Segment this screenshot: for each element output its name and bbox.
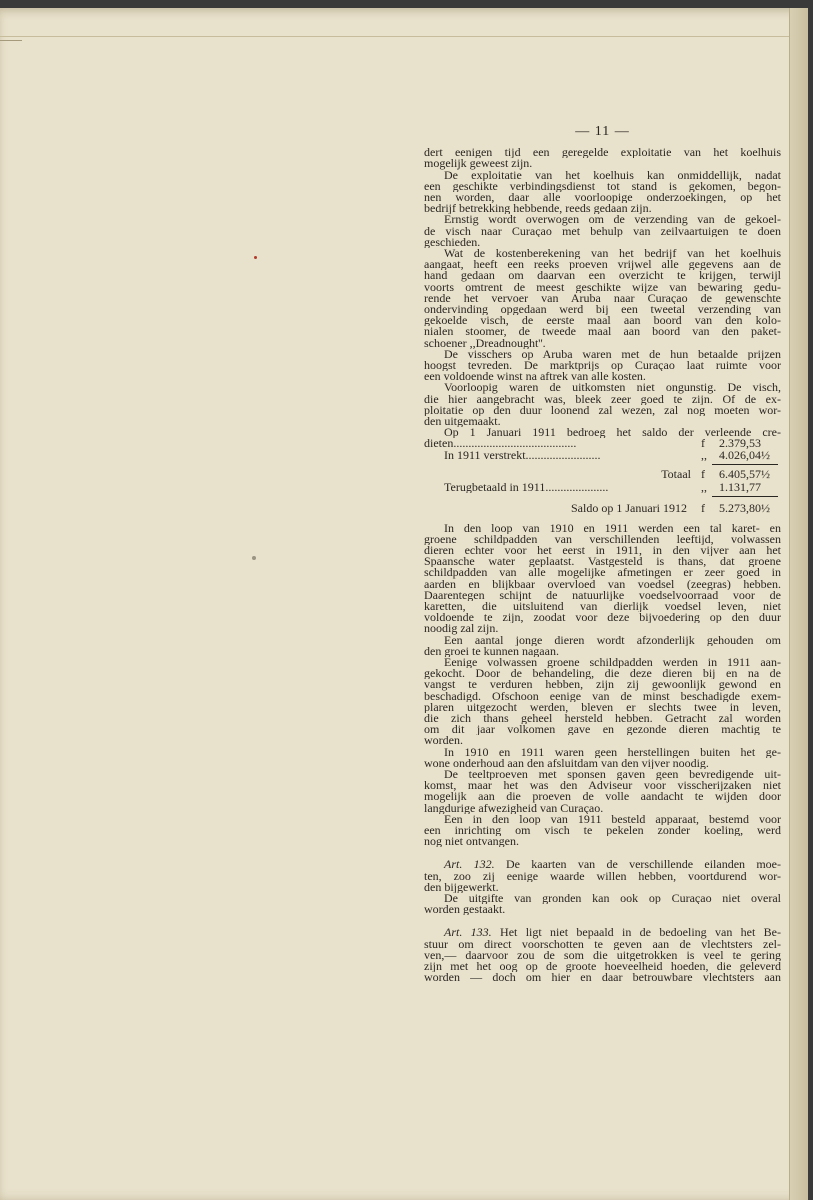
text-line: een voldoende winst na aftrek van alle kosten. [424, 371, 646, 383]
text-line: een geschikte verbindingsdienst tot stand is gekomen, begon- [424, 180, 781, 193]
text-line: plaren uitgezocht werden, bleven er slechts twee in leven, [424, 701, 781, 713]
paragraph-13 [424, 893, 781, 915]
text-line: aarden en blijkbaar overvloed van voedsel (zeegras) hebben. [424, 578, 781, 590]
text-line: ten, zoo zij eenige waarde willen hebben, voortdurend wor- [424, 870, 781, 882]
scanned-page [0, 8, 808, 1200]
text-line: groene schildpadden van verschillenden leeftijd, volwassen [424, 533, 781, 545]
article-text: Het ligt niet bepaald in de bedoeling van het Be- [491, 927, 781, 939]
ledger-currency: ,, [701, 447, 707, 462]
text-line: gekocht. Door de behandeling, die deze dieren bij en na de [424, 668, 781, 680]
text-line: den groei te kunnen nagaan. [424, 645, 559, 657]
paragraph-2 [424, 170, 781, 215]
grey-speck [252, 556, 256, 560]
text-line [424, 859, 781, 870]
text-line: noodig zal zijn. [424, 623, 499, 635]
page-right-edge [789, 8, 808, 1200]
text-line: voldoende te zijn, zoodat voor deze bijvoedering op den duur [424, 612, 781, 624]
paragraph-12 [424, 814, 781, 848]
text-line: ondervinding opgedaan werd bij een tweetal verzending van [424, 304, 781, 316]
paragraph-1 [424, 147, 781, 169]
text-line: Een in den loop van 1911 besteld apparaat, bestemd voor [444, 813, 781, 825]
corner-mark [0, 40, 22, 41]
ledger-label: In 1911 verstrekt......................... [444, 449, 601, 461]
text-line: De exploitatie van het koelhuis kan onmiddellijk, nadat [444, 169, 781, 181]
text-line: nog niet ontvangen. [424, 836, 519, 848]
text-column [424, 126, 781, 983]
article-label: Art. 132. [444, 859, 495, 871]
text-line: Wat de kostenberekening van het bedrijf van het koelhuis [444, 248, 781, 260]
ledger-amount: 6.405,57½ [719, 466, 770, 481]
paragraph-3 [424, 214, 781, 248]
text-line: beschadigd. Ofschoon eenige van de minst beschadigde exem- [424, 690, 781, 702]
text-line: aangaat, heeft een reeks proeven vrijwel alle gegevens aan de [424, 259, 781, 271]
text-line: worden — doch om hier en daar betrouwbare vlechtsters aan [424, 972, 781, 984]
ledger-label: dieten......................................... [424, 438, 577, 450]
text-line: hoogst tevreden. De marktprijs op Curaçao laat ruimte voor [424, 360, 781, 372]
paragraph-11 [424, 769, 781, 814]
paragraph-10 [424, 747, 781, 769]
paragraph-7 [424, 523, 781, 635]
ledger-sum-rule [712, 464, 778, 465]
text-line: Eenige volwassen groene schildpadden werden in 1911 aan- [444, 656, 781, 669]
ledger-amount: 5.273,80½ [719, 501, 770, 516]
text-line: In den loop van 1910 en 1911 werden een tal karet- en [444, 522, 781, 534]
article-132 [424, 859, 781, 893]
text-line: schildpadden van alle mogelijke afmetingen er zeer goed in [424, 567, 781, 579]
text-line: hand gedaan om daarvan een overzicht te krijgen, terwijl [424, 270, 781, 282]
ledger-currency: f [701, 501, 705, 516]
text-line: die hier aangebracht was, bleek zeer goed te zijn. Of de ex- [424, 393, 781, 405]
ledger-row-issued [424, 447, 781, 462]
text-line: een inrichting om visch te pekelen zonder koeling, werd [424, 824, 781, 837]
text-line: De teeltproeven met sponsen gaven geen bevredigende uit- [444, 768, 781, 781]
text-line: vangst te verduren hebben, zijn zij gewoonlijk gewond en [424, 679, 781, 691]
ledger-label: Terugbetaald in 1911..................... [444, 482, 609, 494]
paragraph-8 [424, 635, 781, 657]
text-line: wone onderhoud aan den afsluitdam van den vijver noodig. [424, 757, 709, 769]
ledger-currency: f [701, 466, 705, 481]
text-line: Ernstig wordt overwogen om de verzending van de gekoel- [444, 214, 781, 226]
section-gap [424, 915, 781, 927]
text-line: ploitatie op den duur loonend zal wezen, zal nog moeten wor- [424, 404, 781, 417]
red-speck [254, 256, 257, 259]
text-line: bedrijf betrekking hebbende, reeds gedaan zijn. [424, 203, 652, 215]
text-line: zijn met het oog op de groote hoeveelheid hoeden, die geleverd [424, 961, 781, 973]
text-line: geschieden. [424, 236, 481, 249]
text-line: om dit jaar volkomen gave en gezonde dieren machtig te [424, 724, 781, 736]
ledger-label: Totaal [661, 466, 691, 481]
text-line: ven,— daarvoor zou de som die uitgetrokken is veel te gering [424, 949, 781, 962]
text-line [424, 927, 781, 938]
paragraph-6 [424, 382, 781, 427]
text-line: langdurige afwezigheid van Curaçao. [424, 802, 604, 814]
text-line: Spaansche water geplaatst. Vastgesteld is thans, dat groene [424, 556, 781, 568]
ledger-label: Saldo op 1 Januari 1912 [571, 501, 687, 516]
page-top-edge [0, 8, 808, 37]
article-text: De kaarten van de verschillende eilanden moe- [494, 859, 781, 871]
text-line: karetten, die uitsluitend van dierlijk voedsel leven, niet [424, 600, 781, 613]
paragraph-4 [424, 248, 781, 349]
text-line: De uitgifte van gronden kan ook op Curaçao niet overal [444, 893, 781, 905]
article-133 [424, 927, 781, 983]
article-label: Art. 133. [444, 927, 492, 939]
ledger-currency: ,, [701, 480, 707, 495]
ledger-amount: 4.026,04½ [719, 447, 770, 462]
text-line: Daarentegen schijnt de natuurlijke voedselvoorraad voor de [424, 589, 781, 601]
ledger-row-repaid [424, 482, 781, 493]
text-line: mogelijk aan die proeven de volle aandacht te wijden door [424, 791, 781, 803]
ledger-currency: f [701, 436, 705, 451]
text-line: de visch naar Curaçao met behulp van zeilvaartuigen te doen [424, 225, 781, 237]
text-line: nialen stoomer, de tweede maal aan boord van den paket- [424, 326, 781, 338]
ledger-intro: Op 1 Januari 1911 bedroeg het saldo der verleende cre- [444, 427, 781, 439]
section-gap [424, 847, 781, 859]
page-number: — 11 — [575, 124, 630, 139]
text-line: den bijgewerkt. [424, 881, 499, 893]
text-line: voorts omtrent de meest geschikte wijze van bewaring gedu- [424, 281, 781, 293]
credit-ledger [424, 427, 781, 514]
text-line: Voorloopig waren de uitkomsten niet ongunstig. De visch, [444, 382, 781, 394]
ledger-amount: 1.131,77 [719, 480, 761, 495]
text-line: dieren echter voor het eerst in 1911, in den vijver aan het [424, 544, 781, 557]
text-line: worden gestaakt. [424, 904, 506, 916]
ledger-row-total [424, 466, 781, 481]
text-line: die zich thans geheel hersteld hebben. Getracht zal worden [424, 712, 781, 725]
text-line: schoener ,,Dreadnought''. [424, 337, 546, 349]
text-line: gekoelde visch, de eerste maal aan boord van den kolo- [424, 315, 781, 327]
ledger-amount: 2.379,53 [719, 436, 761, 451]
ledger-sum-rule [712, 496, 778, 497]
text-line: den uitgemaakt. [424, 416, 501, 428]
text-line: rende het vervoer van Aruba naar Curaçao de gewenschte [424, 292, 781, 305]
text-line: mogelijk geweest zijn. [424, 158, 533, 170]
text-line: worden. [424, 735, 463, 747]
text-line: komst, maar het was den Adviseur voor visscherijzaken niet [424, 780, 781, 792]
text-line: In 1910 en 1911 waren geen herstellingen buiten het ge- [444, 746, 781, 758]
paragraph-9 [424, 657, 781, 747]
text-line: Een aantal jonge dieren wordt afzonderlijk gehouden om [444, 634, 781, 646]
text-line: nen worden, daar alle voorloopige onderzoekingen, op het [424, 192, 781, 204]
text-line: dert eenigen tijd een geregelde exploitatie van het koelhuis [424, 147, 781, 159]
ledger-row-saldo [424, 503, 781, 514]
text-line: stuur om direct voorschotten te geven aan de vlechtsters zel- [424, 938, 781, 950]
paragraph-5 [424, 349, 781, 383]
text-line: De visschers op Aruba waren met de hun betaalde prijzen [444, 348, 781, 361]
